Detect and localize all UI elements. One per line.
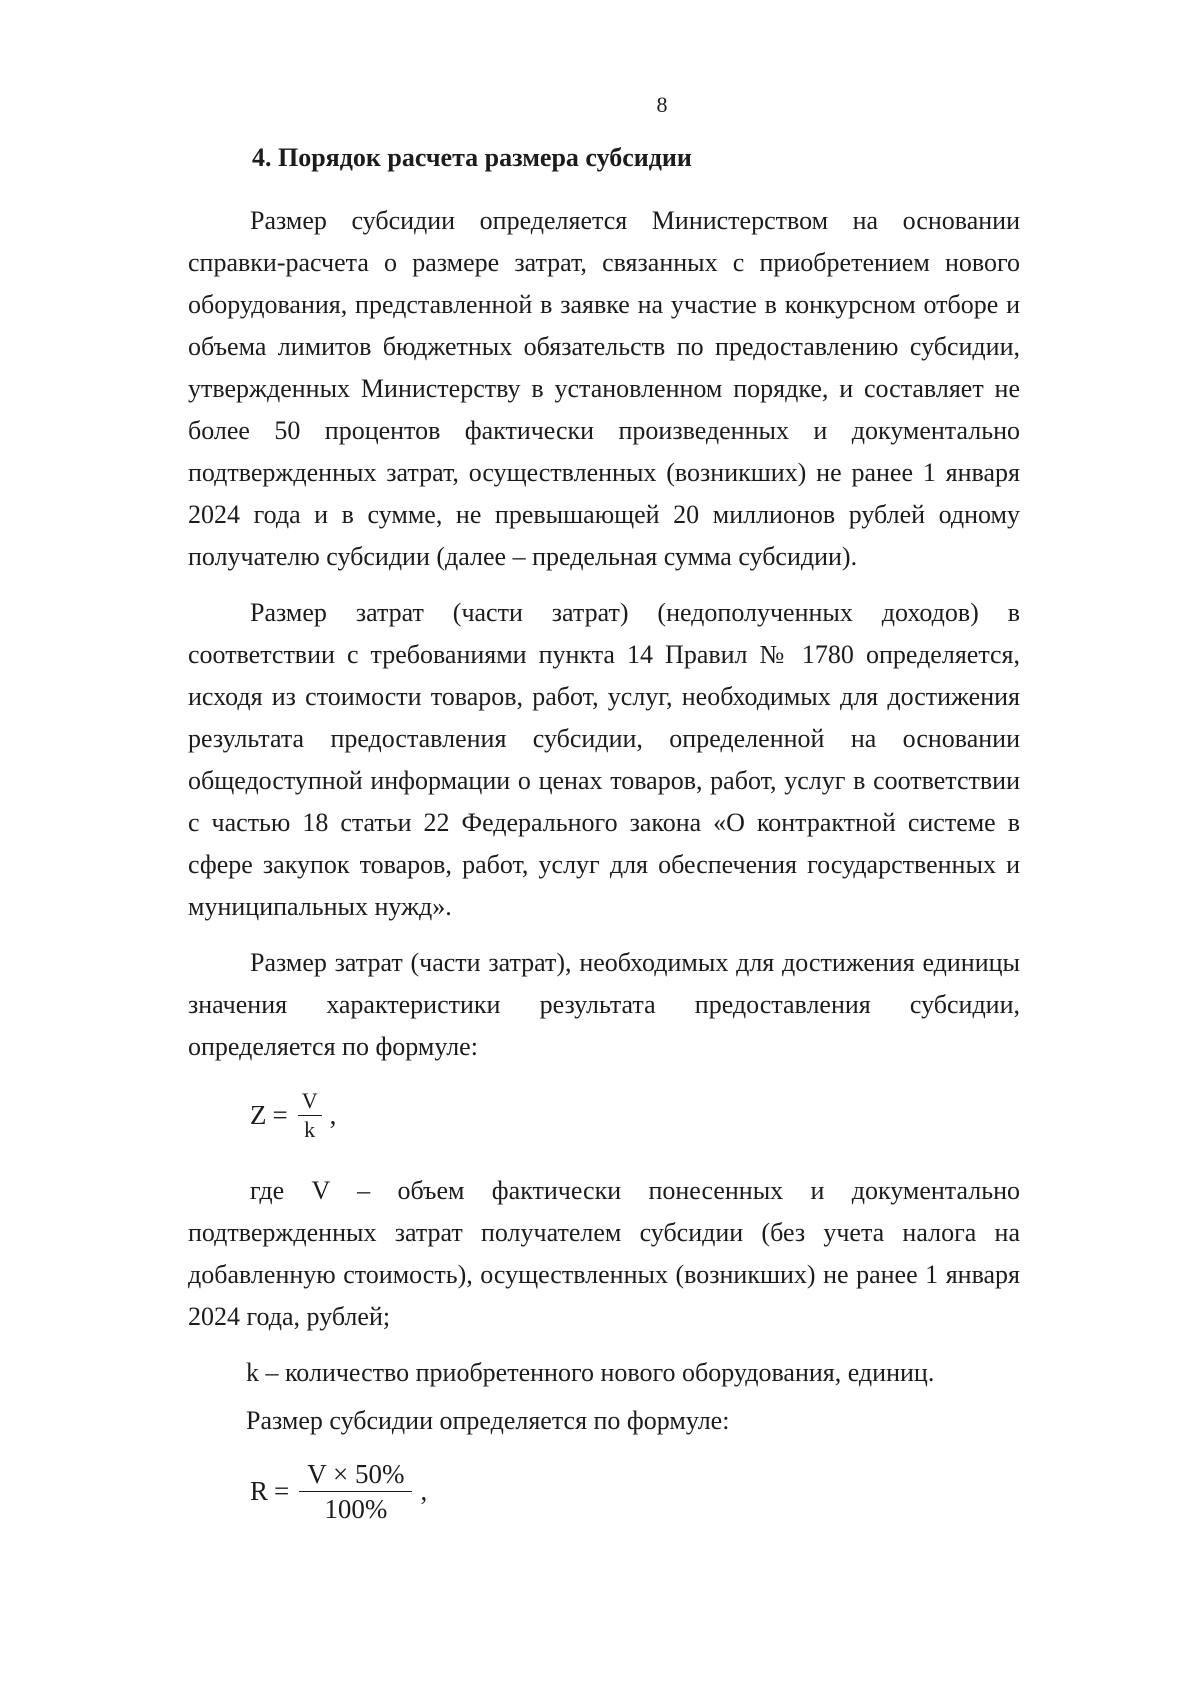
formula-r-equals: = [274, 1475, 290, 1506]
paragraph-v-definition: где V – объем фактически понесенных и документально подтвержденных затрат получателем субсидии (без учета налога на добавленную стоимость), осуществленных (возникших) не ранее 1 января 2024 года, рублей; [188, 1176, 1020, 1331]
formula-r-lhs: R [250, 1475, 269, 1506]
document-body [188, 140, 1020, 1556]
formula-z-numerator: V [298, 1087, 322, 1116]
formula-z [250, 1082, 1020, 1148]
formula-z-fraction [298, 1087, 322, 1144]
formula-z-denominator: k [304, 1116, 316, 1142]
formula-z-lhs: Z [250, 1099, 267, 1130]
formula-z-equals: = [272, 1099, 288, 1130]
paragraph-k-definition: k – количество приобретенного нового оборудования, единиц. [246, 1358, 935, 1387]
paragraph-unit-cost: Размер затрат (части затрат), необходимых для достижения единицы значения характеристики результата предоставления субсидии, определяется по формуле: [188, 948, 1020, 1061]
formula-r [250, 1448, 1020, 1534]
formula-z-comma: , [329, 1099, 337, 1130]
formula-r-numerator: V × 50% [299, 1457, 412, 1492]
paragraph-subsidy-formula-intro: Размер субсидии определяется по формуле: [246, 1406, 730, 1435]
paragraph-subsidy-size: Размер субсидии определяется Министерством на основании справки-расчета о размере затрат, связанных с приобретением нового оборудования, представленной в заявке на участие в конкурсном отборе и объема лимитов бюджетных обязательств по предоставлению субсидии, утвержденных Министерству в установленном порядке, и составляет не более 50 процентов фактически произведенных и документально подтвержденных затрат, осуществленных (возникших) не ранее 1 января 2024 года и в сумме, не превышающей 20 миллионов рублей одному получателю субсидии (далее – предельная сумма субсидии). [188, 206, 1020, 571]
formula-r-fraction [299, 1457, 412, 1526]
page-number: 8 [656, 92, 668, 117]
formula-r-denominator: 100% [324, 1493, 388, 1524]
section-heading: 4. Порядок расчета размера субсидии [252, 143, 692, 172]
formula-r-comma: , [420, 1475, 428, 1506]
paragraph-cost-size: Размер затрат (части затрат) (недополученных доходов) в соответствии с требованиями пункта 14 Правил № 1780 определяется, исходя из стоимости товаров, работ, услуг, необходимых для достижения результата предоставления субсидии, определенной на основании общедоступной информации о ценах товаров, работ, услуг в соответствии с частью 18 статьи 22 Федерального закона «О контрактной системе в сфере закупок товаров, работ, услуг для обеспечения государственных и муниципальных нужд». [188, 598, 1020, 921]
